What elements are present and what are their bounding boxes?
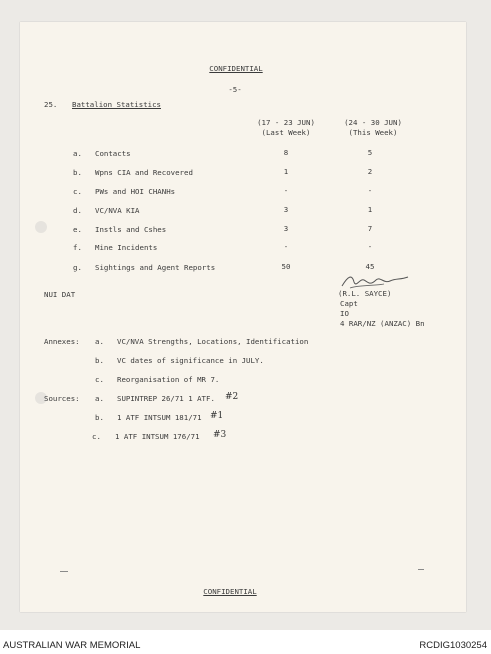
row-label: Wpns CIA and Recovered <box>95 168 193 177</box>
sources-label: Sources: <box>44 394 80 403</box>
handwritten-note: #1 <box>210 411 224 421</box>
list-item-letter: a. <box>95 394 104 403</box>
list-item-text: VC/NVA Strengths, Locations, Identification <box>117 337 309 346</box>
annexes-label: Annexes: <box>44 337 80 346</box>
column-last-week-period: (17 - 23 JUN) <box>257 118 315 127</box>
column-this-week-period: (24 - 30 JUN) <box>344 118 402 127</box>
row-label: VC/NVA KIA <box>95 206 140 215</box>
row-last-week: - <box>283 242 289 251</box>
signatory-name: (R.L. SAYCE) <box>338 289 392 298</box>
scan-mark <box>418 569 424 570</box>
row-letter: f. <box>73 243 82 252</box>
section-number: 25. <box>44 100 58 109</box>
list-item-text: Reorganisation of MR 7. <box>117 375 220 384</box>
column-last-week-label: (Last Week) <box>261 128 311 137</box>
scan-mark <box>60 571 68 572</box>
list-item-text: SUPINTREP 26/71 1 ATF. <box>117 394 215 403</box>
row-this-week: - <box>367 186 373 195</box>
signatory-rank: Capt <box>340 299 358 308</box>
row-last-week: 3 <box>283 224 289 233</box>
footer-record-id: RCDIG1030254 <box>419 640 487 651</box>
row-letter: g. <box>73 263 82 272</box>
row-last-week: 1 <box>283 167 289 176</box>
place-of-issue: NUI DAT <box>44 290 76 299</box>
row-this-week: - <box>367 242 373 251</box>
classification-bottom: CONFIDENTIAL <box>203 587 257 596</box>
row-letter: a. <box>73 149 82 158</box>
row-label: Contacts <box>95 149 131 158</box>
list-item-text: 1 ATF INTSUM 176/71 <box>115 432 200 441</box>
list-item-text: 1 ATF INTSUM 181/71 <box>117 413 202 422</box>
row-last-week: 50 <box>281 262 291 271</box>
row-this-week: 2 <box>367 167 373 176</box>
row-last-week: - <box>283 186 289 195</box>
row-this-week: 45 <box>365 262 375 271</box>
row-letter: e. <box>73 225 82 234</box>
punch-hole-upper <box>35 221 47 233</box>
document-page <box>20 22 466 612</box>
row-label: Mine Incidents <box>95 243 158 252</box>
column-this-week-label: (This Week) <box>348 128 398 137</box>
row-label: Sightings and Agent Reports <box>95 263 216 272</box>
list-item-letter: b. <box>95 356 104 365</box>
row-this-week: 7 <box>367 224 373 233</box>
list-item-letter: b. <box>95 413 104 422</box>
row-letter: d. <box>73 206 82 215</box>
handwritten-note: #3 <box>213 430 227 440</box>
row-last-week: 3 <box>283 205 289 214</box>
footer-archive-name: AUSTRALIAN WAR MEMORIAL <box>3 640 141 651</box>
row-this-week: 5 <box>367 148 373 157</box>
handwritten-note: #2 <box>225 392 239 402</box>
section-title: Battalion Statistics <box>72 100 161 109</box>
signatory-unit: 4 RAR/NZ (ANZAC) Bn <box>340 319 425 328</box>
page-number: -5- <box>228 85 242 94</box>
list-item-letter: c. <box>95 375 104 384</box>
list-item-text: VC dates of significance in JULY. <box>117 356 264 365</box>
row-this-week: 1 <box>367 205 373 214</box>
list-item-letter: c. <box>92 432 101 441</box>
row-last-week: 8 <box>283 148 289 157</box>
list-item-letter: a. <box>95 337 104 346</box>
classification-top: CONFIDENTIAL <box>209 64 263 73</box>
row-label: PWs and HOI CHANHs <box>95 187 176 196</box>
row-letter: c. <box>73 187 82 196</box>
signatory-appointment: IO <box>340 309 349 318</box>
row-letter: b. <box>73 168 82 177</box>
row-label: Instls and Cshes <box>95 225 167 234</box>
archive-footer <box>0 636 491 654</box>
